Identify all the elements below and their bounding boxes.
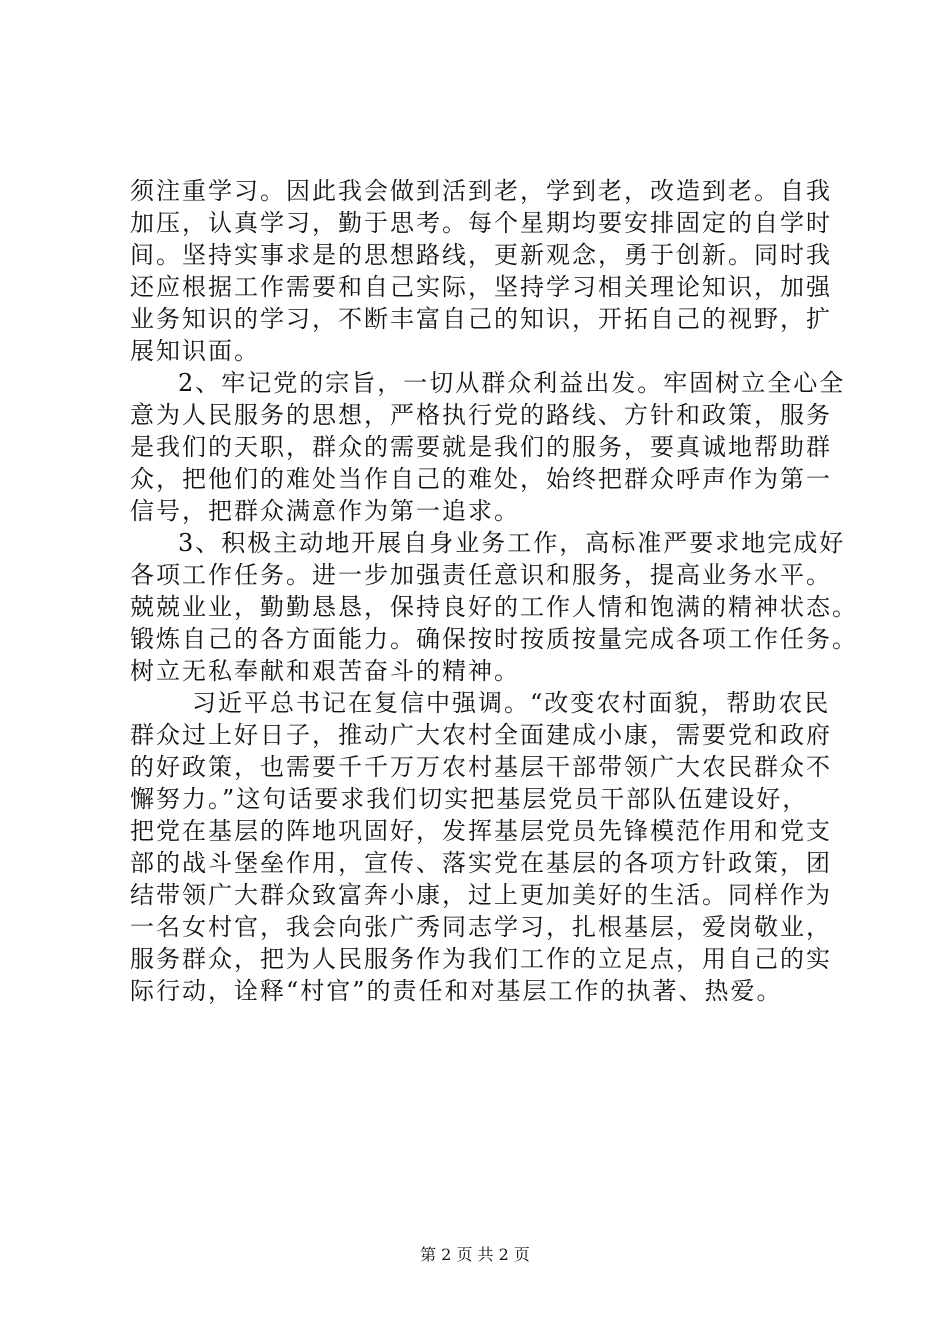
text-line: 众，把他们的难处当作自己的难处，始终把群众呼声作为第一 bbox=[130, 465, 832, 493]
text-line: 意为人民服务的思想，严格执行党的路线、方针和政策，服务 bbox=[130, 401, 832, 429]
text-line: 信号，把群众满意作为第一追求。 bbox=[130, 497, 520, 525]
text-line: 群众过上好日子，推动广大农村全面建成小康，需要党和政府 bbox=[130, 721, 832, 749]
text-line: 展知识面。 bbox=[130, 337, 260, 365]
document-body bbox=[130, 175, 858, 1007]
text-line: 把党在基层的阵地巩固好，发挥基层党员先锋模范作用和党支 bbox=[130, 817, 832, 845]
paragraph-4-start: 习近平总书记在复信中强调。“改变农村面貌，帮助农民 bbox=[192, 689, 831, 717]
text-line: 间。坚持实事求是的思想路线，更新观念，勇于创新。同时我 bbox=[130, 241, 832, 269]
text-line: 兢兢业业，勤勤恳恳，保持良好的工作人情和饱满的精神状态。 bbox=[130, 593, 858, 621]
text-line: 的好政策，也需要千千万万农村基层干部带领广大农民群众不 bbox=[130, 753, 832, 781]
text-line: 结带领广大群众致富奔小康，过上更加美好的生活。同样作为 bbox=[130, 881, 832, 909]
text-line: 还应根据工作需要和自己实际，坚持学习相关理论知识，加强 bbox=[130, 273, 832, 301]
page-footer bbox=[0, 1245, 950, 1265]
text-line: 际行动，诠释“村官”的责任和对基层工作的执著、热爱。 bbox=[130, 977, 783, 1005]
page-number: 第 2 页 共 2 页 bbox=[420, 1245, 530, 1264]
text-line: 部的战斗堡垒作用，宣传、落实党在基层的各项方针政策，团 bbox=[130, 849, 832, 877]
text-line: 须注重学习。因此我会做到活到老，学到老，改造到老。自我 bbox=[130, 177, 832, 205]
text-line: 树立无私奉献和艰苦奋斗的精神。 bbox=[130, 657, 520, 685]
text-line: 是我们的天职，群众的需要就是我们的服务，要真诚地帮助群 bbox=[130, 433, 832, 461]
text-line: 懈努力。”这句话要求我们切实把基层党员干部队伍建设好， bbox=[130, 785, 809, 813]
text-line: 业务知识的学习，不断丰富自己的知识，开拓自己的视野，扩 bbox=[130, 305, 832, 333]
text-line: 加压，认真学习，勤于思考。每个星期均要安排固定的自学时 bbox=[130, 209, 832, 237]
text-line: 锻炼自己的各方面能力。确保按时按质按量完成各项工作任务。 bbox=[130, 625, 858, 653]
text-line: 服务群众，把为人民服务作为我们工作的立足点，用自己的实 bbox=[130, 945, 832, 973]
text-line: 各项工作任务。进一步加强责任意识和服务，提高业务水平。 bbox=[130, 561, 832, 589]
paragraph-3-start: 3、积极主动地开展自身业务工作，高标准严要求地完成好 bbox=[178, 529, 846, 557]
paragraph-2-start: 2、牢记党的宗旨，一切从群众利益出发。牢固树立全心全 bbox=[178, 369, 846, 397]
text-line: 一名女村官，我会向张广秀同志学习，扎根基层，爱岗敬业， bbox=[130, 913, 832, 941]
